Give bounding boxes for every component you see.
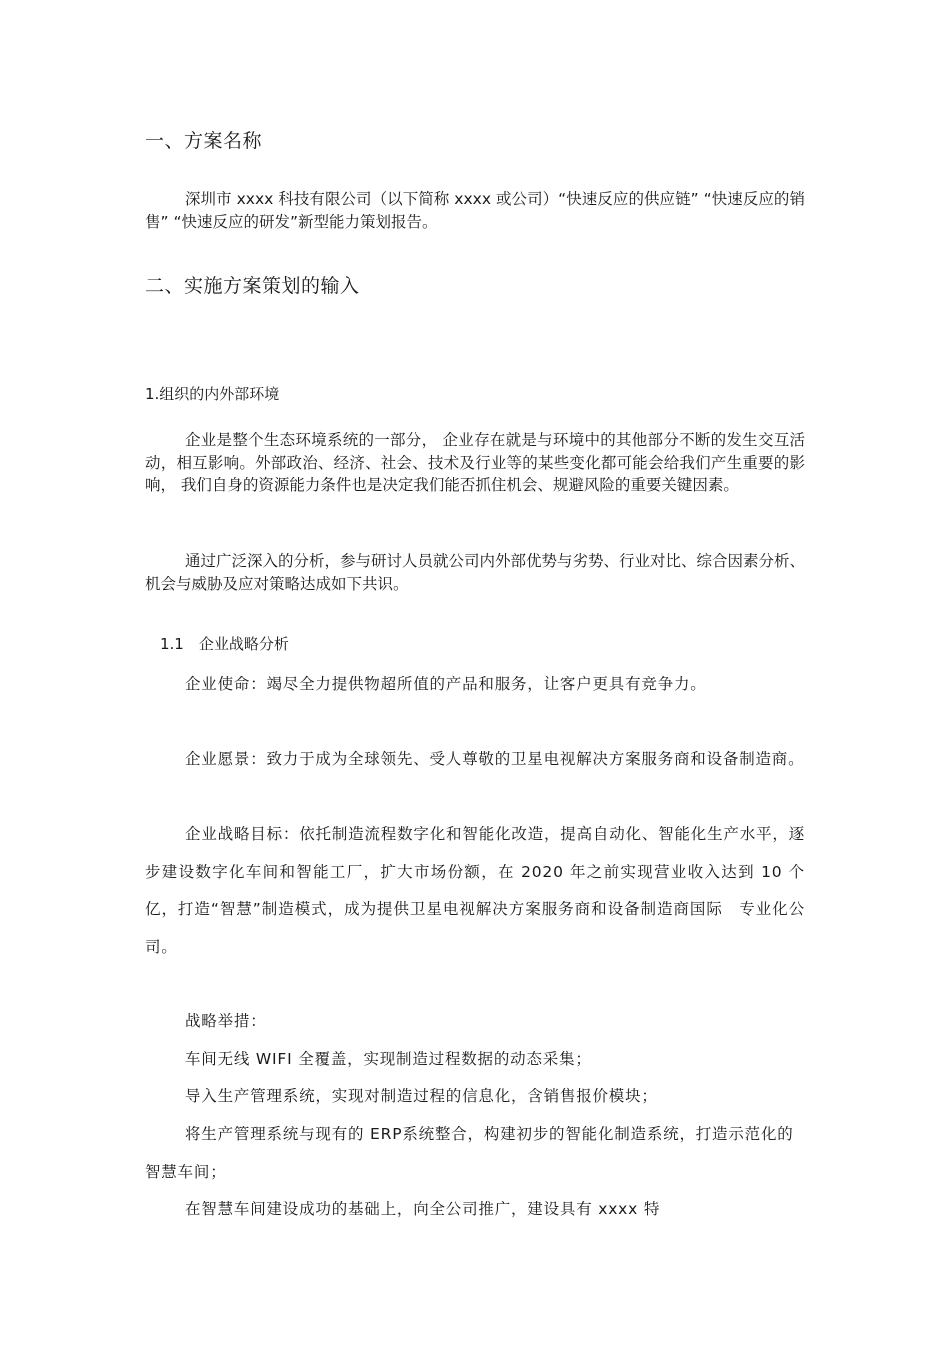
section-heading-plan-name: 一、方案名称 (145, 130, 263, 152)
measure-item: 将生产管理系统与现有的 ERP系统整合，构建初步的智能化制造系统，打造示范化的智慧车间； (145, 1125, 794, 1181)
measures-heading: 战略举措： (185, 1012, 267, 1030)
environment-paragraph: 企业是整个生态环境系统的一部分， 企业存在就是与环境中的其他部分不断的发生交互活动，相互影响。外部政治、经济、社会、技术及行业等的某些变化都可能会给我们产生重要的影响， 我们自身的资源能力条件也是决定我们能否抓住机会、规避风险的重要关键因素。 (145, 431, 805, 494)
plan-name-paragraph: 深圳市 xxxx 科技有限公司（以下简称 xxxx 或公司）“快速反应的供应链” “快速反应的销售” “快速反应的研发”新型能力策划报告。 (145, 190, 805, 231)
section-heading-inputs: 二、实施方案策划的输入 (145, 275, 360, 297)
strategic-goal-paragraph: 企业战略目标：依托制造流程数字化和智能化改造，提高自动化、智能化生产水平，逐步建设数字化车间和智能工厂，扩大市场份额，在 2020 年之前实现营业收入达到 10 个亿，打造“智慧”制造模式，成为提供卫星电视解决方案服务商和设备制造商国际 专业化公司。 (145, 825, 805, 956)
measure-item: 在智慧车间建设成功的基础上，向全公司推广，建设具有 xxxx 特 (185, 1200, 661, 1218)
subsection-heading-strategy-analysis: 1.1 企业战略分析 (160, 635, 289, 653)
mission-paragraph: 企业使命：竭尽全力提供物超所值的产品和服务，让客户更具有竞争力。 (185, 675, 707, 693)
vision-paragraph: 企业愿景：致力于成为全球领先、受人尊敬的卫星电视解决方案服务商和设备制造商。 (185, 750, 805, 768)
measure-item: 导入生产管理系统，实现对制造过程的信息化，含销售报价模块； (185, 1087, 658, 1105)
subsection-heading-environment: 1.组织的内外部环境 (145, 385, 280, 403)
measure-item: 车间无线 WIFI 全覆盖，实现制造过程数据的动态采集； (185, 1050, 592, 1068)
consensus-paragraph: 通过广泛深入的分析，参与研讨人员就公司内外部优势与劣势、行业对比、综合因素分析、机会与威胁及应对策略达成如下共识。 (145, 552, 806, 593)
